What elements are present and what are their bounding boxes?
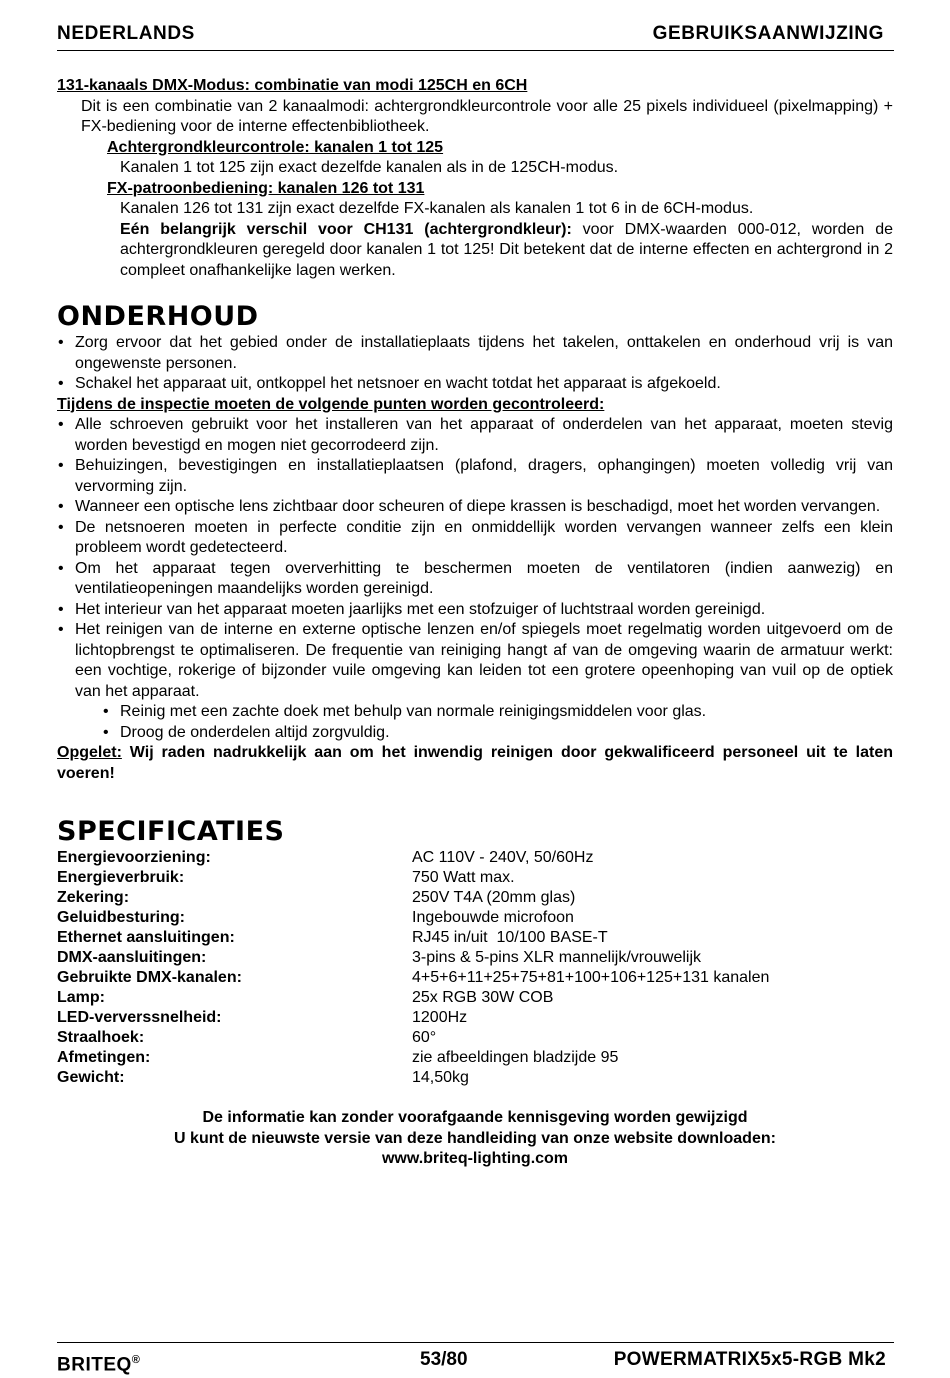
fx-control-text: Kanalen 126 tot 131 zijn exact dezelfde FX-kanalen als kanalen 1 tot 6 in de 6CH-modus. [120,200,754,217]
spec-label: Gebruikte DMX-kanalen: [57,969,242,986]
spec-value: Ingebouwde microfoon [412,909,574,926]
list-item: • Zorg ervoor dat het gebied onder de installatieplaats tijdens het takelen, onttakelen en onderhoud vrij is van ongewenste personen. [57,333,893,374]
spec-label: Afmetingen: [57,1049,151,1066]
ch131-difference-label: Eén belangrijk verschil voor CH131 (achtergrondkleur): [120,220,572,238]
ch131-difference [57,220,893,282]
footer-model: POWERMATRIX5x5-RGB Mk2 [613,1349,886,1370]
specificaties-heading: SPECIFICATIES [57,816,285,847]
list-item: • Schakel het apparaat uit, ontkoppel het netsnoer en wacht totdat het apparaat is afgekoeld. [57,374,893,395]
inspection-list [57,415,893,702]
spec-value: 750 Watt max. [412,869,515,886]
warning-text: Wij raden nadrukkelijk aan om het inwendig reinigen door gekwalificeerd personeel uit te laten voeren! [57,744,893,782]
spec-value: 250V T4A (20mm glas) [412,889,576,906]
list-item: • Het reinigen van de interne en externe optische lenzen en/of spiegels moet regelmatig worden uitgevoerd om de lichtopbrengst te optimaliseren. De frequentie van reiniging hangt af van de omgeving waarin de armatuur werkt: een vochtige, rokerige of bijzonder vuile omgeving kan leiden tot een grotere opeenhoping van vuil op de optiek van het apparaat. [57,620,893,702]
spec-value: 3-pins & 5-pins XLR mannelijk/vrouwelijk [412,949,702,966]
fx-control-title: FX-patroonbediening: kanalen 126 tot 131 [107,179,425,197]
page-footer [57,1342,894,1376]
spec-value: 4+5+6+11+25+75+81+100+106+125+131 kanalen [412,969,770,986]
dmx131-intro: Dit is een combinatie van 2 kanaalmodi: achtergrondkleurcontrole voor alle 25 pixels individueel (pixelmapping) + FX-bediening voor de interne effectenbibliotheek. [81,97,893,135]
header-language: NEDERLANDS [57,23,195,44]
spec-table [57,848,893,1088]
spec-label: Zekering: [57,889,130,906]
inspection-title: Tijdens de inspectie moeten de volgende punten worden gecontroleerd: [57,395,605,413]
onderhoud-list-1 [57,333,893,395]
brand-name: BRITEQ [57,1354,132,1376]
bg-control-title: Achtergrondkleurcontrole: kanalen 1 tot 125 [107,138,444,156]
dmx131-title: 131-kanaals DMX-Modus: combinatie van modi 125CH en 6CH [57,77,528,94]
notice-line: De informatie kan zonder voorafgaande kennisgeving worden gewijzigd [202,1109,748,1126]
list-item: • Om het apparaat tegen oververhitting te beschermen moeten de ventilatoren (indien aanwezig) en ventilatieopeningen maandelijks worden gereinigd. [57,559,893,600]
page-number: 53/80 [420,1349,468,1370]
page-header [57,20,894,51]
onderhoud-heading: ONDERHOUD [57,301,259,332]
footer-brand [57,1350,140,1376]
spec-value: 25x RGB 30W COB [412,989,554,1006]
spec-label: Ethernet aansluitingen: [57,929,235,946]
website-link[interactable]: www.briteq-lighting.com [381,1150,569,1167]
spec-label: Straalhoek: [57,1029,145,1046]
spec-label: Gewicht: [57,1069,125,1086]
spec-label: DMX-aansluitingen: [57,949,207,966]
dmx131-section [57,76,893,281]
header-doc-type: GEBRUIKSAANWIJZING [652,23,884,44]
list-item: • De netsnoeren moeten in perfecte conditie zijn en onmiddellijk worden vervangen wanneer zelfs een klein probleem wordt gedetecteerd. [57,518,893,559]
spec-value: 60° [412,1029,437,1046]
list-item: • Wanneer een optische lens zichtbaar door scheuren of diepe krassen is beschadigd, moet het worden vervangen. [57,497,893,518]
spec-value: AC 110V - 240V, 50/60Hz [412,849,594,866]
list-item: • Droog de onderdelen altijd zorgvuldig. [102,723,893,744]
spec-value: RJ45 in/uit 10/100 BASE-T [412,929,608,946]
spec-label: Energieverbruik: [57,869,185,886]
notice-line: U kunt de nieuwste versie van deze handleiding van onze website downloaden: [174,1129,776,1147]
warning-note [57,743,893,784]
notice-block [57,1108,893,1170]
spec-label: Geluidbesturing: [57,909,185,926]
spec-value: zie afbeeldingen bladzijde 95 [412,1049,619,1066]
spec-label: Energievoorziening: [57,849,211,866]
list-item: • Behuizingen, bevestigingen en installatieplaatsen (plafond, dragers, ophangingen) moeten volledig vrij van vervorming zijn. [57,456,893,497]
spec-value: 1200Hz [412,1009,468,1026]
list-item: • Reinig met een zachte doek met behulp van normale reinigingsmiddelen voor glas. [102,702,893,723]
page-content [57,76,893,1170]
cleaning-sub-list [57,702,893,743]
list-item: • Het interieur van het apparaat moeten jaarlijks met een stofzuiger of luchtstraal worden gereinigd. [57,600,893,621]
registered-mark: ® [131,1354,141,1366]
ch131-difference-text: voor DMX-waarden 000-012, worden de achtergrondkleuren geregeld door kanalen 1 tot 125! Dit betekent dat de interne effecten en achtergrond in 2 compleet onafhankelijke lagen werken. [120,220,893,279]
warning-label: Opgelet: [57,744,122,761]
list-item: • Alle schroeven gebruikt voor het installeren van het apparaat of onderdelen van het apparaat, moeten stevig worden bevestigd en mogen niet gecorrodeerd zijn. [57,415,893,456]
bg-control-text: Kanalen 1 tot 125 zijn exact dezelfde kanalen als in de 125CH-modus. [120,159,619,176]
spec-label: LED-ververssnelheid: [57,1009,222,1026]
spec-value: 14,50kg [412,1069,469,1086]
spec-label: Lamp: [57,989,105,1006]
